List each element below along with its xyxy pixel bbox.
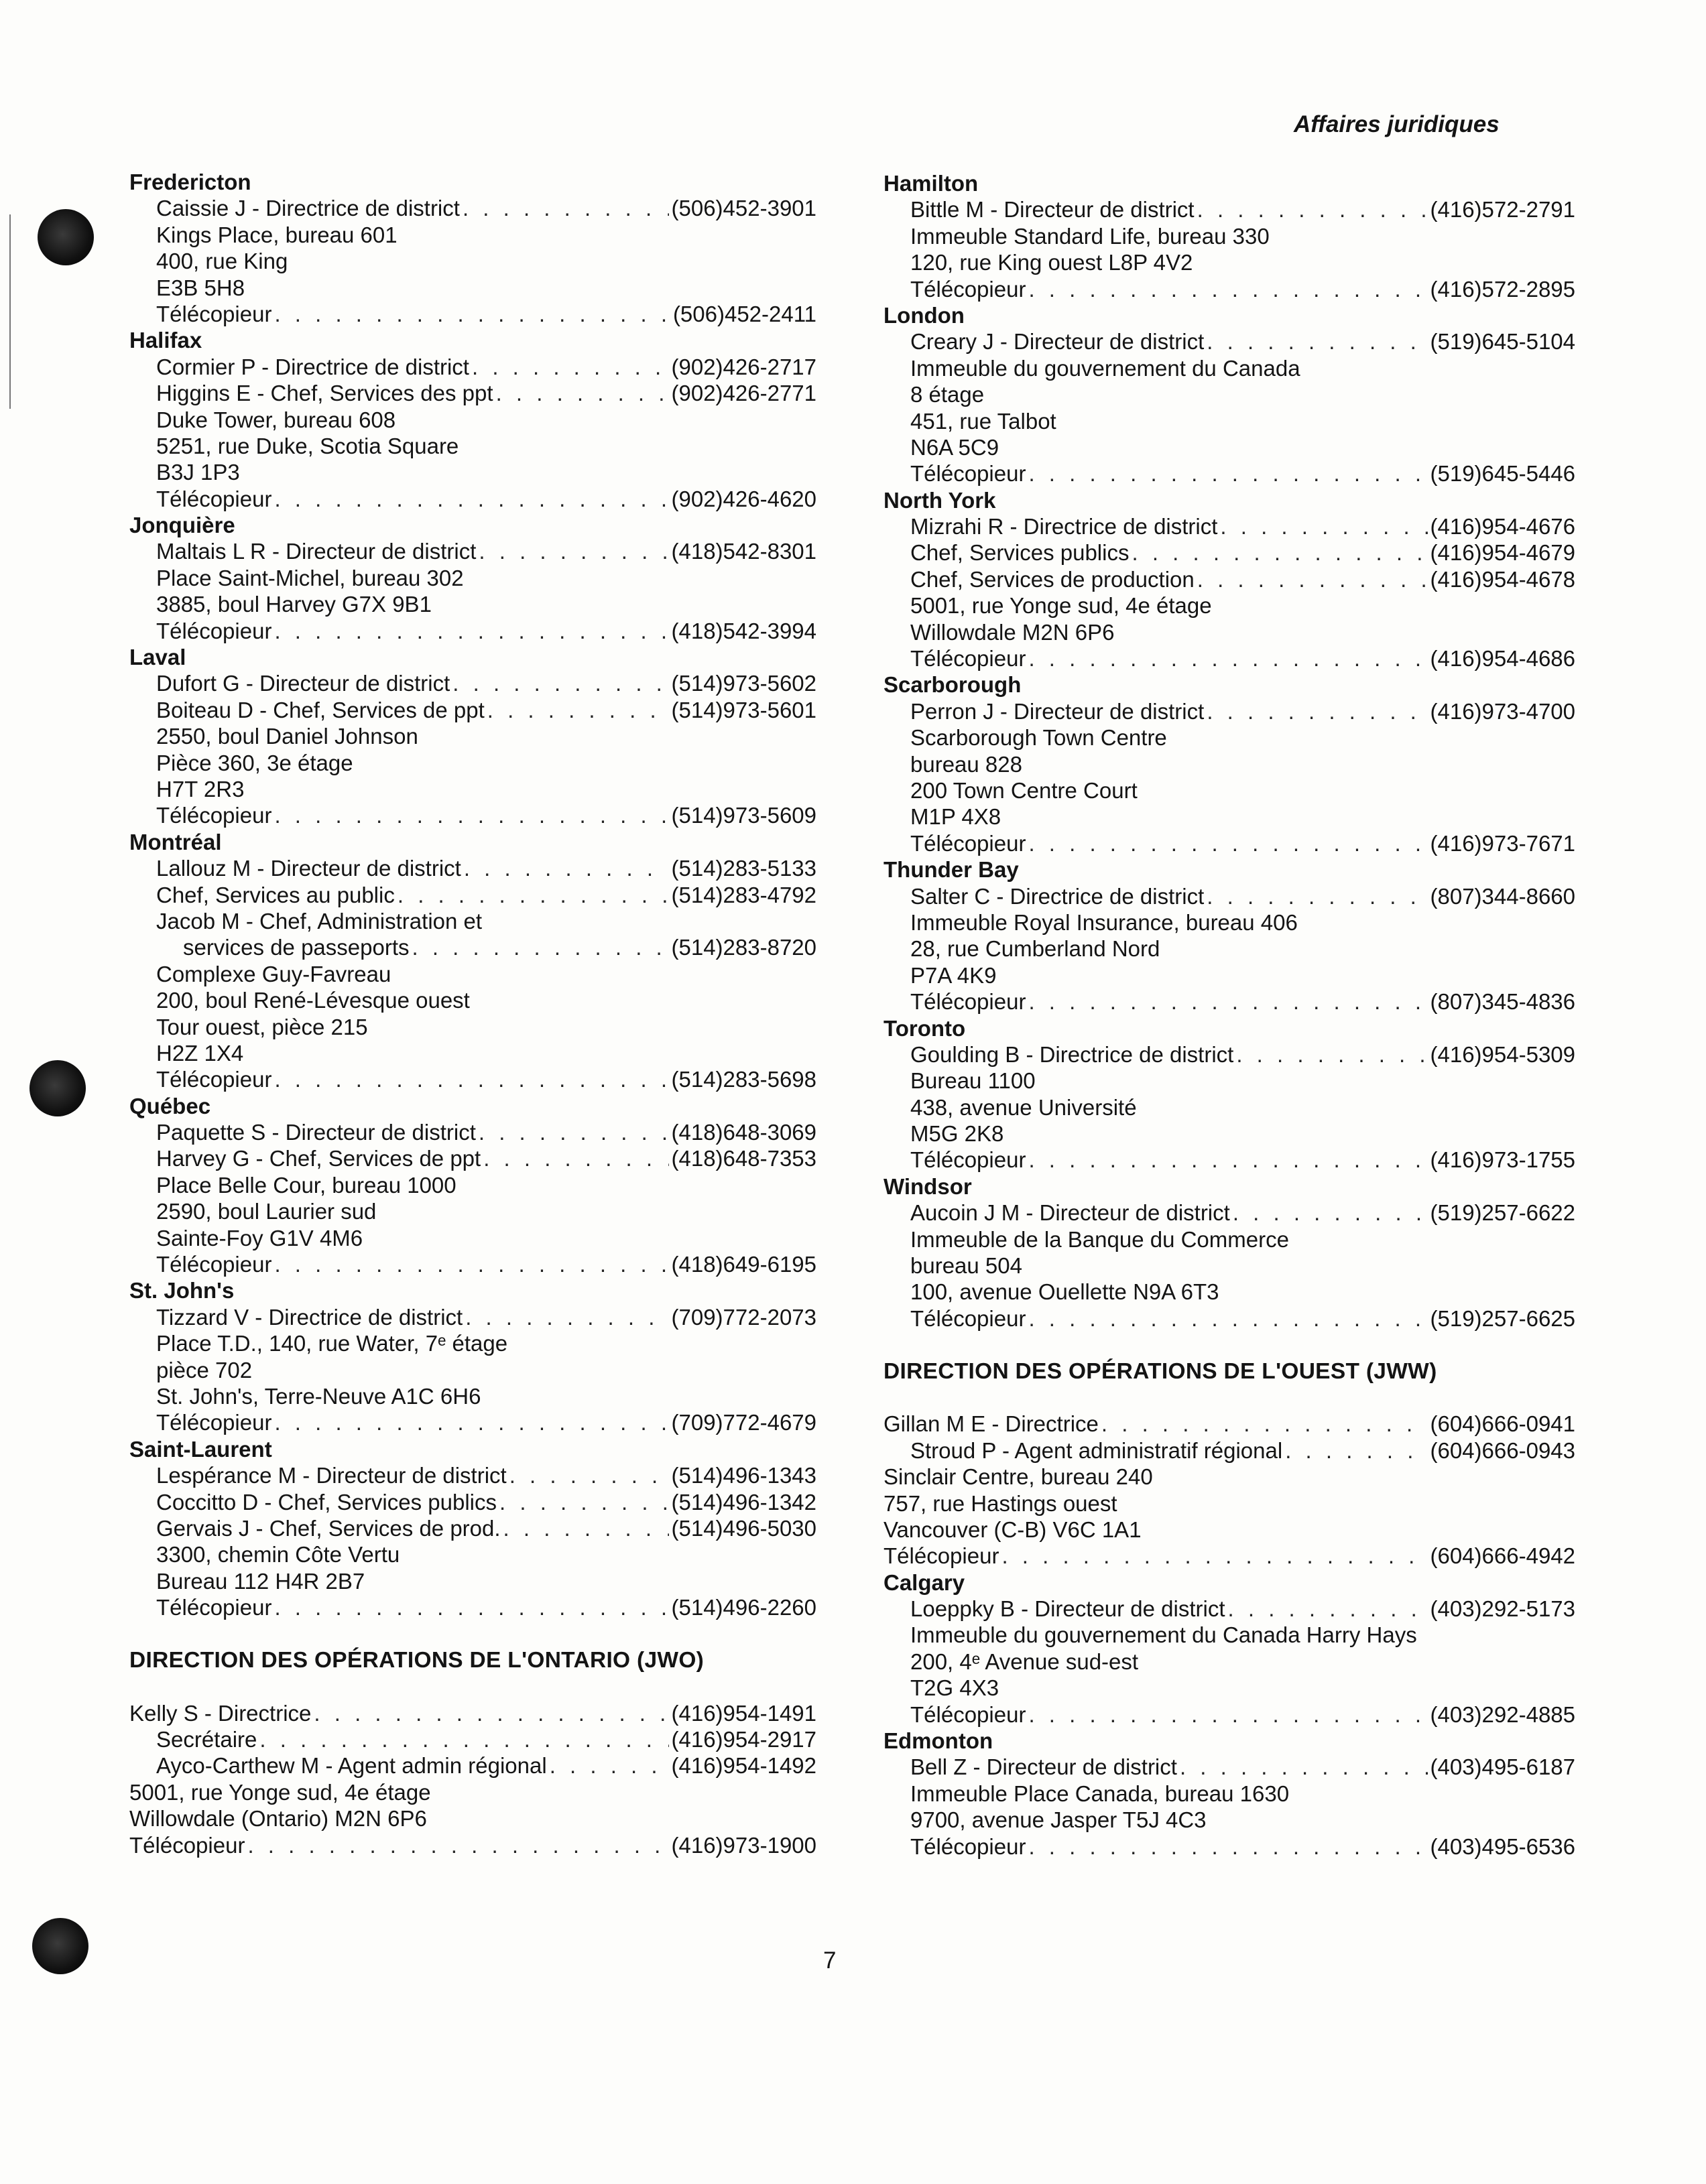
- address-line: Willowdale (Ontario) M2N 6P6: [129, 1806, 427, 1832]
- city-heading: Fredericton: [129, 170, 251, 194]
- dot-leader: [398, 882, 669, 908]
- address-line: Bureau 112 H4R 2B7: [156, 1568, 365, 1594]
- phone-number: (514)283-5133: [671, 856, 816, 881]
- directory-entry: [129, 697, 816, 723]
- dot-leader: [496, 380, 669, 406]
- phone-number: (807)345-4836: [1430, 989, 1575, 1015]
- dot-leader: [1236, 1041, 1427, 1068]
- dot-leader: [1197, 196, 1428, 222]
- entry-label: Télécopieur: [910, 1701, 1026, 1727]
- directory-entry: [884, 1200, 1575, 1226]
- dot-leader: [487, 697, 669, 723]
- dot-leader: [1132, 539, 1427, 566]
- phone-number: (514)496-1343: [671, 1463, 816, 1488]
- entry-label: Paquette S - Directeur de district: [156, 1120, 476, 1145]
- entry-label: Télécopieur: [156, 618, 272, 643]
- phone-number: (416)954-1492: [671, 1753, 816, 1779]
- address-line: 757, rue Hastings ouest: [884, 1490, 1117, 1516]
- phone-number: (416)954-4676: [1430, 514, 1575, 539]
- directory-entry: [129, 486, 816, 512]
- dot-leader: [412, 934, 669, 960]
- entry-label: Télécopieur: [910, 989, 1026, 1015]
- dot-leader: [1285, 1437, 1427, 1464]
- phone-number: (514)283-5698: [671, 1067, 816, 1092]
- directory-entry: [884, 645, 1575, 671]
- address-line: H2Z 1X4: [156, 1040, 244, 1066]
- phone-number: (416)973-1900: [671, 1832, 816, 1858]
- city-heading: Halifax: [129, 328, 202, 353]
- directory-entry: [129, 1726, 816, 1752]
- address-line: Immeuble Royal Insurance, bureau 406: [910, 909, 1298, 935]
- dot-leader: [274, 1594, 668, 1620]
- address-line: Sainte-Foy G1V 4M6: [156, 1225, 363, 1250]
- directory-entry: [884, 1543, 1575, 1569]
- address-line: N6A 5C9: [910, 434, 999, 460]
- directory-entry: [884, 513, 1575, 539]
- phone-number: (514)496-1342: [671, 1489, 816, 1515]
- address-line: 400, rue King: [156, 249, 288, 274]
- entry-label: Chef, Services publics: [910, 540, 1130, 566]
- entry-label: Télécopieur: [884, 1543, 999, 1569]
- phone-number: (416)954-4679: [1430, 540, 1575, 566]
- dot-leader: [1028, 1701, 1427, 1728]
- city-heading: Laval: [129, 645, 186, 670]
- entry-label: Gervais J - Chef, Services de prod.: [156, 1515, 501, 1541]
- address-line: Immeuble Standard Life, bureau 330: [910, 223, 1270, 249]
- directory-entry: [129, 1304, 816, 1330]
- entry-label: Cormier P - Directrice de district: [156, 354, 469, 379]
- address-line: Pièce 360, 3e étage: [156, 750, 353, 775]
- dot-leader: [550, 1752, 669, 1779]
- address-line: 5001, rue Yonge sud, 4e étage: [910, 593, 1212, 619]
- directory-entry: [129, 1594, 816, 1620]
- address-line: pièce 702: [156, 1357, 253, 1383]
- phone-number: (519)645-5446: [1430, 461, 1575, 487]
- directory-entry: [129, 1489, 816, 1515]
- address-line: 2590, boul Laurier sud: [156, 1199, 377, 1224]
- dot-leader: [1028, 1305, 1427, 1332]
- address-line: 438, avenue Université: [910, 1094, 1137, 1120]
- phone-number: (416)572-2791: [1430, 197, 1575, 222]
- entry-label: Salter C - Directrice de district: [910, 883, 1205, 909]
- city-heading: Scarborough: [884, 672, 1022, 698]
- dot-leader: [479, 538, 668, 564]
- dot-leader: [1028, 830, 1427, 856]
- dot-leader: [1220, 513, 1427, 539]
- phone-number: (519)257-6625: [1430, 1305, 1575, 1331]
- phone-number: (416)973-7671: [1430, 830, 1575, 856]
- phone-number: (403)292-4885: [1430, 1701, 1575, 1727]
- entry-label: Aucoin J M - Directeur de district: [910, 1200, 1230, 1226]
- phone-number: (514)973-5609: [671, 803, 816, 828]
- phone-number: (403)495-6187: [1430, 1754, 1575, 1780]
- phone-number: (514)283-8720: [671, 935, 816, 960]
- entry-label: Creary J - Directeur de district: [910, 329, 1205, 355]
- entry-label: Télécopieur: [156, 1595, 272, 1620]
- directory-entry: [884, 1754, 1575, 1780]
- directory-entry: [129, 1066, 816, 1092]
- entry-label: Télécopieur: [910, 276, 1026, 302]
- directory-entry: [884, 1834, 1575, 1860]
- address-line: 9700, avenue Jasper T5J 4C3: [910, 1807, 1207, 1833]
- phone-number: (514)973-5601: [671, 697, 816, 722]
- address-line: Immeuble du gouvernement du Canada Harry Hays: [910, 1622, 1417, 1648]
- entry-label: Loeppky B - Directeur de district: [910, 1596, 1225, 1622]
- city-heading: North York: [884, 487, 996, 513]
- address-line: 200, boul René-Lévesque ouest: [156, 988, 470, 1013]
- dot-leader: [503, 1515, 669, 1541]
- address-line: 2550, boul Daniel Johnson: [156, 724, 418, 749]
- address-line: Immeuble Place Canada, bureau 1630: [910, 1781, 1290, 1806]
- phone-number: (709)772-4679: [671, 1410, 816, 1435]
- address-line: Scarborough Town Centre: [910, 725, 1167, 751]
- dot-leader: [274, 301, 670, 327]
- dot-leader: [1028, 1834, 1427, 1860]
- dot-leader: [274, 1251, 668, 1277]
- spacer: [884, 1332, 1575, 1358]
- directory-entry: [884, 1411, 1575, 1437]
- entry-label: Télécopieur: [910, 646, 1026, 671]
- binder-hole-middle: [29, 1060, 86, 1116]
- address-line: M5G 2K8: [910, 1121, 1004, 1147]
- dot-leader: [464, 855, 669, 881]
- dot-leader: [274, 1066, 668, 1092]
- entry-label: Stroud P - Agent administratif régional: [910, 1437, 1283, 1463]
- address-line: 5251, rue Duke, Scotia Square: [156, 433, 459, 458]
- address-line: St. John's, Terre-Neuve A1C 6H6: [156, 1383, 481, 1409]
- directory-entry: [884, 698, 1575, 724]
- directory-entry: [884, 196, 1575, 222]
- address-line: Place Saint-Michel, bureau 302: [156, 565, 464, 590]
- city-heading: Toronto: [884, 1015, 966, 1041]
- address-line: 5001, rue Yonge sud, 4e étage: [129, 1779, 431, 1805]
- directory-entry: [129, 882, 816, 908]
- dot-leader: [1028, 645, 1427, 671]
- city-heading: Québec: [129, 1093, 211, 1118]
- entry-label: Dufort G - Directeur de district: [156, 671, 450, 696]
- address-line: 120, rue King ouest L8P 4V2: [910, 250, 1193, 275]
- dot-leader: [1207, 883, 1427, 909]
- directory-entry: [884, 1437, 1575, 1464]
- phone-number: (807)344-8660: [1430, 883, 1575, 909]
- directory-entry: [884, 830, 1575, 856]
- phone-number: (403)495-6536: [1430, 1834, 1575, 1859]
- phone-number: (418)542-8301: [671, 539, 816, 564]
- directory-entry: [884, 1701, 1575, 1728]
- dot-leader: [274, 1409, 668, 1435]
- dot-leader: [1028, 988, 1427, 1015]
- entry-label: Secrétaire: [156, 1727, 257, 1752]
- directory-entry: [129, 802, 816, 828]
- city-heading: Montréal: [129, 829, 222, 854]
- address-line: Place Belle Cour, bureau 1000: [156, 1172, 456, 1198]
- entry-label: Télécopieur: [156, 803, 272, 828]
- city-heading: Hamilton: [884, 171, 979, 196]
- directory-entry: [129, 1462, 816, 1488]
- dot-leader: [274, 802, 668, 828]
- dot-leader: [1197, 566, 1428, 592]
- address-line: Vancouver (C-B) V6C 1A1: [884, 1517, 1142, 1542]
- entry-label: Bittle M - Directeur de district: [910, 197, 1195, 222]
- directory-entry: [884, 539, 1575, 566]
- directory-entry: [884, 883, 1575, 909]
- spacer: [129, 1620, 816, 1647]
- phone-number: (416)973-4700: [1430, 698, 1575, 724]
- address-line: H7T 2R3: [156, 776, 245, 801]
- dot-leader: [1101, 1411, 1428, 1437]
- phone-number: (604)666-0941: [1430, 1411, 1575, 1437]
- entry-label: Chef, Services de production: [910, 566, 1195, 592]
- entry-label: Higgins E - Chef, Services des ppt: [156, 381, 493, 406]
- entry-label: Télécopieur: [910, 1147, 1026, 1173]
- directory-entry: [129, 1409, 816, 1435]
- phone-number: (416)572-2895: [1430, 276, 1575, 302]
- entry-label: Tizzard V - Directrice de district: [156, 1304, 463, 1330]
- phone-number: (709)772-2073: [671, 1304, 816, 1330]
- dot-leader: [247, 1832, 668, 1858]
- directory-entry: [884, 1041, 1575, 1068]
- directory-entry: [129, 1119, 816, 1145]
- address-line: Immeuble de la Banque du Commerce: [910, 1226, 1289, 1252]
- address-line: 28, rue Cumberland Nord: [910, 936, 1160, 962]
- city-heading: St. John's: [129, 1278, 235, 1303]
- page-number: 7: [823, 1947, 837, 1974]
- phone-number: (514)496-5030: [671, 1515, 816, 1541]
- phone-number: (418)542-3994: [671, 618, 816, 643]
- directory-entry: [129, 618, 816, 644]
- address-line: Jacob M - Chef, Administration et: [156, 908, 483, 934]
- section-heading: DIRECTION DES OPÉRATIONS DE L'OUEST (JWW): [884, 1358, 1437, 1384]
- address-line: 100, avenue Ouellette N9A 6T3: [910, 1279, 1219, 1305]
- phone-number: (416)973-1755: [1430, 1147, 1575, 1173]
- directory-entry: [129, 354, 816, 380]
- dot-leader: [452, 670, 668, 696]
- address-line: 3885, boul Harvey G7X 9B1: [156, 592, 432, 617]
- address-line: 451, rue Talbot: [910, 408, 1056, 434]
- phone-number: (519)257-6622: [1430, 1200, 1575, 1226]
- entry-label: Goulding B - Directrice de district: [910, 1041, 1234, 1067]
- dot-leader: [472, 354, 669, 380]
- entry-label: Kelly S - Directrice: [129, 1700, 312, 1726]
- entry-label: Boiteau D - Chef, Services de ppt: [156, 697, 485, 722]
- binder-hole-top: [38, 209, 94, 265]
- dot-leader: [1180, 1754, 1428, 1780]
- entry-label: Lallouz M - Directeur de district: [156, 856, 461, 881]
- directory-entry: [129, 855, 816, 881]
- phone-number: (416)954-4678: [1430, 566, 1575, 592]
- entry-label: Télécopieur: [156, 301, 272, 326]
- phone-number: (418)648-3069: [671, 1120, 816, 1145]
- entry-label: Télécopieur: [156, 1067, 272, 1092]
- directory-entry: [129, 301, 816, 327]
- entry-label: Télécopieur: [156, 1410, 272, 1435]
- entry-label: Perron J - Directeur de district: [910, 698, 1205, 724]
- phone-number: (416)954-2917: [671, 1727, 816, 1752]
- entry-label: Télécopieur: [129, 1832, 245, 1858]
- address-line: E3B 5H8: [156, 275, 245, 300]
- scan-margin-line: [9, 214, 11, 409]
- dot-leader: [483, 1145, 668, 1171]
- dot-leader: [1028, 276, 1427, 302]
- phone-number: (514)973-5602: [671, 671, 816, 696]
- phone-number: (514)283-4792: [671, 882, 816, 907]
- directory-entry: [129, 1251, 816, 1277]
- entry-label: Maltais L R - Directeur de district: [156, 539, 477, 564]
- phone-number: (604)666-4942: [1430, 1543, 1575, 1569]
- city-heading: Windsor: [884, 1173, 972, 1199]
- entry-label: Télécopieur: [910, 461, 1026, 487]
- phone-number: (519)645-5104: [1430, 329, 1575, 355]
- city-heading: Saint-Laurent: [129, 1436, 272, 1462]
- directory-entry: [884, 1147, 1575, 1173]
- entry-label: Télécopieur: [910, 1834, 1026, 1859]
- entry-label: Ayco-Carthew M - Agent admin régional: [156, 1753, 547, 1779]
- phone-number: (416)954-1491: [671, 1700, 816, 1726]
- city-heading: Jonquière: [129, 513, 235, 538]
- directory-entry: [129, 538, 816, 564]
- dot-leader: [1028, 460, 1427, 487]
- city-heading: Thunder Bay: [884, 857, 1019, 883]
- dot-leader: [499, 1489, 668, 1515]
- directory-entry: [884, 460, 1575, 487]
- address-line: 8 étage: [910, 382, 985, 407]
- entry-label: Caissie J - Directrice de district: [156, 196, 460, 221]
- directory-entry: [129, 380, 816, 406]
- entry-label: services de passeports: [183, 935, 410, 960]
- dot-leader: [479, 1119, 669, 1145]
- phone-number: (902)426-2771: [671, 381, 816, 406]
- city-heading: Edmonton: [884, 1728, 993, 1754]
- directory-entry: [129, 670, 816, 696]
- address-line: bureau 504: [910, 1253, 1022, 1279]
- spacer: [129, 1673, 816, 1699]
- directory-entry: [884, 1596, 1575, 1622]
- directory-entry: [129, 1752, 816, 1779]
- directory-entry: [884, 988, 1575, 1015]
- dot-leader: [1207, 698, 1427, 724]
- address-line: Kings Place, bureau 601: [156, 222, 398, 247]
- dot-leader: [274, 618, 668, 644]
- phone-number: (416)954-4686: [1430, 646, 1575, 671]
- entry-label: Coccitto D - Chef, Services publics: [156, 1489, 497, 1515]
- address-line: P7A 4K9: [910, 962, 997, 988]
- city-heading: London: [884, 302, 965, 328]
- address-line: Duke Tower, bureau 608: [156, 407, 396, 432]
- entry-label: Chef, Services au public: [156, 882, 395, 907]
- address-line: 200, 4ᵉ Avenue sud-est: [910, 1649, 1139, 1674]
- phone-number: (902)426-2717: [671, 354, 816, 379]
- address-line: Complexe Guy-Favreau: [156, 961, 391, 986]
- dot-leader: [1233, 1200, 1428, 1226]
- dot-leader: [1028, 1147, 1427, 1173]
- dot-leader: [1207, 328, 1427, 355]
- directory-entry: [884, 1305, 1575, 1332]
- directory-entry: [884, 276, 1575, 302]
- address-line: B3J 1P3: [156, 460, 240, 485]
- address-line: Bureau 1100: [910, 1068, 1036, 1094]
- city-heading: Calgary: [884, 1569, 965, 1595]
- directory-entry: [129, 1700, 816, 1726]
- address-line: 3300, chemin Côte Vertu: [156, 1542, 400, 1567]
- entry-label: Bell Z - Directeur de district: [910, 1754, 1177, 1780]
- dot-leader: [463, 195, 669, 221]
- address-line: Sinclair Centre, bureau 240: [884, 1464, 1153, 1490]
- address-line: Tour ouest, pièce 215: [156, 1014, 368, 1039]
- entry-label: Mizrahi R - Directrice de district: [910, 514, 1218, 539]
- address-line: bureau 828: [910, 751, 1022, 777]
- address-line: T2G 4X3: [910, 1675, 999, 1701]
- dot-leader: [1228, 1596, 1428, 1622]
- binder-hole-bottom: [32, 1918, 88, 1974]
- entry-label: Télécopieur: [910, 1305, 1026, 1331]
- entry-label: Télécopieur: [156, 486, 272, 511]
- phone-number: (418)649-6195: [671, 1252, 816, 1277]
- directory-entry: [884, 566, 1575, 592]
- address-line: M1P 4X8: [910, 804, 1001, 830]
- dot-leader: [1001, 1543, 1427, 1569]
- right-column: [884, 170, 1575, 1860]
- section-heading: DIRECTION DES OPÉRATIONS DE L'ONTARIO (JWO): [129, 1647, 705, 1673]
- entry-label: Harvey G - Chef, Services de ppt: [156, 1146, 481, 1171]
- spacer: [884, 1385, 1575, 1411]
- directory-entry: [129, 1145, 816, 1171]
- address-line: Immeuble du gouvernement du Canada: [910, 355, 1300, 381]
- phone-number: (506)452-3901: [671, 196, 816, 221]
- entry-label: Gillan M E - Directrice: [884, 1411, 1099, 1437]
- entry-label: Télécopieur: [156, 1252, 272, 1277]
- dot-leader: [259, 1726, 668, 1752]
- directory-entry: [129, 195, 816, 221]
- left-column: [129, 169, 816, 1858]
- phone-number: (514)496-2260: [671, 1595, 816, 1620]
- address-line: Place T.D., 140, rue Water, 7ᵉ étage: [156, 1331, 508, 1356]
- address-line: 200 Town Centre Court: [910, 777, 1138, 803]
- directory-entry: [129, 934, 816, 960]
- dot-leader: [274, 486, 668, 512]
- phone-number: (403)292-5173: [1430, 1596, 1575, 1622]
- phone-number: (418)648-7353: [671, 1146, 816, 1171]
- running-header: Affaires juridiques: [1294, 111, 1500, 137]
- address-line: Willowdale M2N 6P6: [910, 619, 1115, 645]
- phone-number: (604)666-0943: [1430, 1437, 1575, 1463]
- directory-entry: [884, 328, 1575, 355]
- dot-leader: [314, 1700, 668, 1726]
- entry-label: Lespérance M - Directeur de district: [156, 1463, 507, 1488]
- entry-label: Télécopieur: [910, 830, 1026, 856]
- directory-entry: [129, 1515, 816, 1541]
- dot-leader: [509, 1462, 669, 1488]
- phone-number: (902)426-4620: [671, 486, 816, 511]
- phone-number: (416)954-5309: [1430, 1041, 1575, 1067]
- phone-number: (506)452-2411: [672, 301, 816, 326]
- directory-entry: [129, 1832, 816, 1858]
- dot-leader: [465, 1304, 668, 1330]
